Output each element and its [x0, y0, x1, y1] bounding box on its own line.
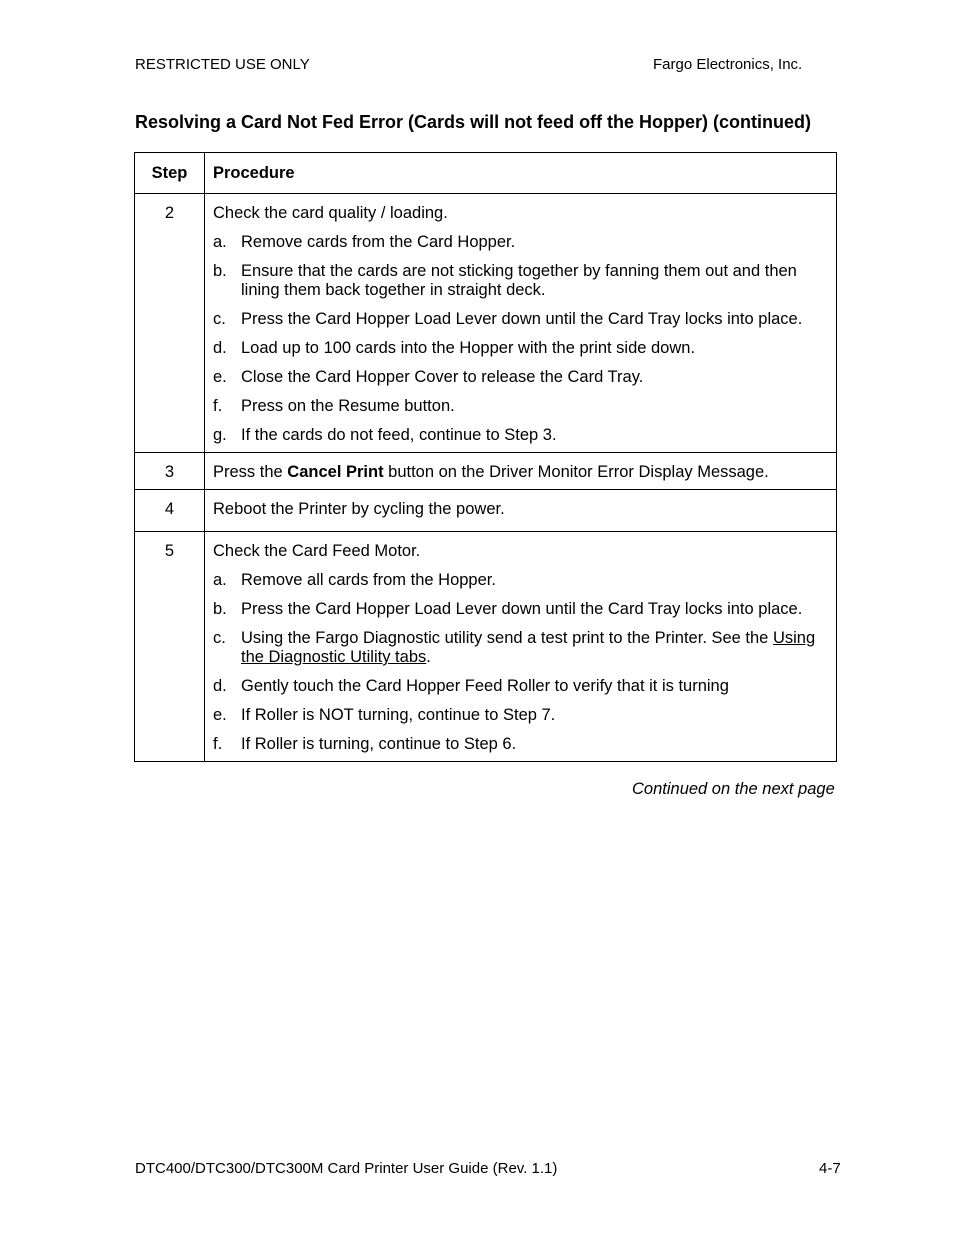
list-item-text: If Roller is NOT turning, continue to Step 7. [241, 706, 556, 724]
list-item [213, 262, 828, 300]
procedure-lead: Check the card quality / loading. [213, 204, 448, 222]
list-item-text: Remove all cards from the Hopper. [241, 571, 496, 589]
step-number: 4 [135, 490, 205, 532]
list-marker: e. [213, 368, 227, 386]
procedure-table [134, 152, 837, 762]
list-item [213, 233, 828, 252]
list-item-text: If the cards do not feed, continue to Step 3. [241, 426, 557, 444]
list-item [213, 600, 828, 619]
table-row [135, 490, 837, 532]
list-item [213, 706, 828, 725]
list-marker: e. [213, 706, 227, 724]
diagnostic-utility-link[interactable]: Using the Diagnostic Utility tabs [241, 629, 816, 666]
footer-left: DTC400/DTC300/DTC300M Card Printer User Guide (Rev. 1.1) [135, 1160, 558, 1177]
list-marker: a. [213, 571, 227, 589]
procedure-cell [205, 194, 837, 453]
column-header-step: Step [135, 153, 205, 194]
list-item [213, 677, 828, 696]
step-number: 5 [135, 532, 205, 762]
step-number: 3 [135, 453, 205, 490]
list-item [213, 339, 828, 358]
list-marker: a. [213, 233, 227, 251]
table-header-row [135, 153, 837, 194]
procedure-cell [205, 453, 837, 490]
list-marker: b. [213, 600, 227, 618]
continued-note: Continued on the next page [632, 780, 835, 798]
text-prefix: Using the Fargo Diagnostic utility send a test print to the Printer. See the [241, 629, 773, 647]
lead-suffix: button on the Driver Monitor Error Display Message. [383, 463, 769, 481]
list-item-text: Remove cards from the Card Hopper. [241, 233, 516, 251]
list-item-text [241, 629, 828, 667]
list-item-text: Press on the Resume button. [241, 397, 455, 415]
section-title: Resolving a Card Not Fed Error (Cards will not feed off the Hopper) (continued) [135, 112, 812, 132]
procedure-cell [205, 490, 837, 532]
list-item [213, 426, 828, 445]
table-row [135, 532, 837, 762]
cancel-print-emphasis: Cancel Print [287, 463, 384, 481]
text-suffix: . [426, 648, 431, 666]
list-item [213, 735, 828, 754]
lead-prefix: Press the [213, 463, 288, 481]
step-number: 2 [135, 194, 205, 453]
list-item-text: If Roller is turning, continue to Step 6. [241, 735, 517, 753]
procedure-lead: Check the Card Feed Motor. [213, 542, 421, 560]
table-row [135, 453, 837, 490]
list-marker: b. [213, 262, 227, 280]
list-item-text: Ensure that the cards are not sticking together by fanning them out and then lining them back together in straight deck. [241, 262, 797, 299]
list-marker: c. [213, 629, 226, 647]
list-marker: f. [213, 397, 223, 415]
list-marker: g. [213, 426, 227, 444]
list-item [213, 629, 828, 667]
list-item-text: Load up to 100 cards into the Hopper with the print side down. [241, 339, 696, 357]
header-right: Fargo Electronics, Inc. [653, 56, 803, 73]
list-marker: d. [213, 677, 227, 695]
list-marker: d. [213, 339, 227, 357]
list-item [213, 571, 828, 590]
list-marker: f. [213, 735, 223, 753]
header-left: RESTRICTED USE ONLY [135, 56, 310, 73]
procedure-cell [205, 532, 837, 762]
list-item [213, 368, 828, 387]
list-item-text: Close the Card Hopper Cover to release the Card Tray. [241, 368, 644, 386]
list-marker: c. [213, 310, 226, 328]
list-item-text: Press the Card Hopper Load Lever down until the Card Tray locks into place. [241, 600, 803, 618]
list-item-text: Gently touch the Card Hopper Feed Roller to verify that it is turning [241, 677, 729, 695]
list-item [213, 310, 828, 329]
procedure-lead: Reboot the Printer by cycling the power. [213, 500, 505, 518]
list-item-text: Press the Card Hopper Load Lever down until the Card Tray locks into place. [241, 310, 803, 328]
table-row [135, 194, 837, 453]
column-header-procedure: Procedure [205, 153, 837, 194]
procedure-lead [213, 463, 828, 482]
list-item [213, 397, 828, 416]
page-number: 4-7 [819, 1160, 841, 1177]
